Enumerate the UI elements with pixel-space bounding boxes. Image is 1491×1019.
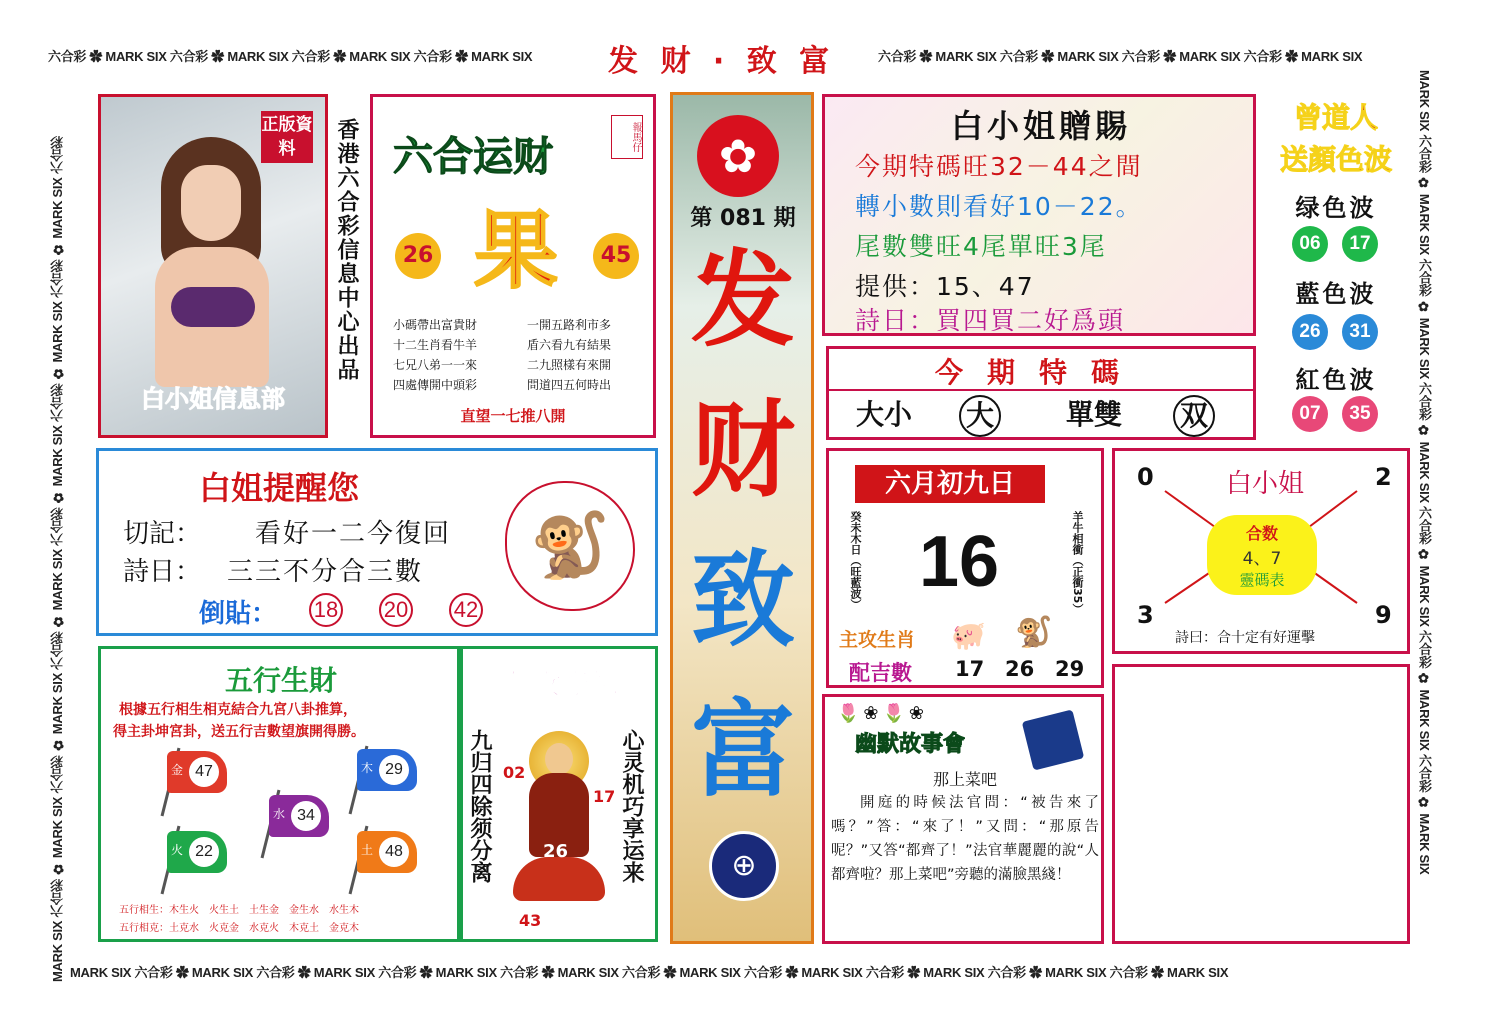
- lingma-poem: 詩曰：合十定有好運擊: [1175, 630, 1315, 646]
- flag-fire: [167, 831, 227, 873]
- story-subtitle: 那上菜吧: [932, 770, 997, 789]
- bai-line-2: 轉小數則看好10－22。: [855, 192, 1143, 221]
- size-value: 大: [959, 395, 1001, 437]
- monkey-icon: 🐒: [1015, 615, 1053, 650]
- hk-flag-emblem: ✿: [697, 115, 779, 197]
- fortune-title: 六合运财: [393, 134, 553, 180]
- special-divider: [829, 389, 1253, 391]
- flag-metal: [167, 751, 227, 793]
- center-nums: 4、7: [1242, 549, 1282, 569]
- bai-line-4: 提供：15、47: [855, 272, 1035, 301]
- corner-br: 9: [1375, 601, 1392, 629]
- border-left: MARK SIX 六合彩 ✿ MARK SIX 六合彩 ✿ MARK SIX 六合彩 ✿ MARK SIX 六合彩 ✿ MARK SIX 六合彩 ✿ MARK SIX 六合彩 ✿ MARK SIX 六合彩: [50, 136, 65, 982]
- center-column: [670, 92, 814, 944]
- special-title: 今期特碼: [934, 356, 1143, 389]
- flag-number: 34: [291, 801, 321, 831]
- top-title: 发 财 · 致 富: [608, 44, 836, 79]
- border-bottom: MARK SIX 六合彩 ✿ MARK SIX 六合彩 ✿ MARK SIX 六合彩 ✿ MARK SIX 六合彩 ✿ MARK SIX 六合彩 ✿ MARK SIX 六合彩 ✿ MARK SIX 六合彩 ✿ MARK SIX 六合彩 ✿ MARK SIX 六合彩 ✿ MARK SIX: [70, 965, 1229, 980]
- lucky-num-3: 29: [1055, 657, 1085, 681]
- right-star-number: 45: [593, 233, 639, 279]
- lucky-num-2: 26: [1005, 657, 1035, 681]
- stick-label: 倒貼：: [199, 599, 278, 629]
- photo-panel: [98, 94, 328, 438]
- story-title: 幽默故事會: [855, 732, 966, 757]
- story-body: 開庭的時候法官問：“被告來了嗎？”答：“來了！”又問：“那原告呢？”又答“都齊了！”法官華麗麗的說“人都齊啦？那上菜吧”旁聽的滿臉黑綫！: [831, 795, 1099, 883]
- calendar-panel: [826, 448, 1104, 688]
- center-sub: 靈碼表: [1239, 571, 1285, 589]
- center-char-1: 发: [690, 239, 795, 361]
- badge: 正版資料: [261, 111, 313, 163]
- buddha-head: [545, 743, 573, 775]
- bai-panel: [822, 94, 1256, 336]
- model-top: [171, 287, 255, 327]
- fairy-num-4: 43: [519, 911, 542, 930]
- left-star-number: 26: [395, 233, 441, 279]
- poem-right-line: 二九照樣有來開: [527, 358, 612, 372]
- stick-num-2: 20: [379, 593, 413, 627]
- stick-num-1: 18: [309, 593, 343, 627]
- flowers-icon: 🌷❀🌷❀: [837, 703, 928, 724]
- poem-left-line: 十二生肖看牛羊: [393, 338, 478, 352]
- giver-title-1: 曾道人: [1293, 101, 1378, 134]
- center-title: 合数: [1245, 524, 1278, 543]
- wuxing-desc-2: 得主卦坤宮卦，送五行吉數望旗開得勝。: [113, 724, 365, 740]
- parity-label: 單雙: [1065, 398, 1122, 431]
- issue-number: 第 081 期: [690, 206, 796, 231]
- poem-right-line: 盾六看九有結果: [527, 338, 612, 352]
- corner-tr: 2: [1375, 463, 1392, 491]
- giver-panel: [1262, 92, 1410, 438]
- photo-vertical-text: 香港六合彩信息中心出品: [334, 118, 359, 382]
- buddha-figure-icon: [513, 731, 605, 901]
- wuxing-sheng: 五行相生：木生火 火生土 土生金 金生水 水生木: [119, 905, 359, 916]
- bai-title: 白小姐贈賜: [950, 107, 1131, 145]
- calendar-date: 六月初九日: [855, 465, 1045, 503]
- border-top-left: 六合彩 ✿ MARK SIX 六合彩 ✿ MARK SIX 六合彩 ✿ MARK SIX 六合彩 ✿ MARK SIX: [48, 49, 533, 64]
- fairy-num-2: 17: [593, 787, 616, 806]
- lingma-title: 白小姐: [1225, 469, 1304, 499]
- stamp: 報馬仔: [611, 115, 643, 159]
- fortune-panel: [370, 94, 656, 438]
- lucky-label: 配吉數: [849, 661, 912, 685]
- center-char-3: 致: [690, 539, 795, 661]
- book-icon: [1022, 709, 1085, 770]
- wuxing-panel: [98, 646, 460, 942]
- wuxing-title: 五行生財: [224, 664, 337, 697]
- zodiac-label: 主攻生肖: [839, 629, 916, 651]
- fortune-footer: 直望一七推八開: [460, 407, 566, 425]
- flag-element: 水: [273, 807, 286, 821]
- green-label: 绿色波: [1295, 194, 1377, 222]
- empty-panel: [1112, 664, 1410, 944]
- story-panel: [822, 694, 1104, 944]
- red-ball-2: 35: [1342, 396, 1378, 432]
- remind-line2-label: 詩日：: [123, 557, 202, 587]
- pig-icon: 🐖: [951, 619, 986, 652]
- fairy-title: 仙女奇緣: [505, 668, 618, 701]
- fairy-left-vert: 九归四除须分离: [467, 729, 492, 883]
- remind-title: 白姐提醒您: [199, 469, 360, 507]
- remind-panel: [96, 448, 658, 636]
- fairy-panel: [460, 646, 658, 942]
- green-ball-2: 17: [1342, 226, 1378, 262]
- flag-wood: [357, 749, 417, 791]
- wuxing-ke: 五行相克：土克水 火克金 水克火 木克土 金克木: [119, 923, 359, 934]
- model-photo: [141, 137, 281, 387]
- corner-bl: 3: [1137, 601, 1154, 629]
- model-face: [181, 165, 241, 241]
- fairy-num-1: 02: [503, 763, 526, 782]
- blue-label: 藍色波: [1295, 280, 1377, 308]
- flag-element: 火: [171, 843, 184, 857]
- bai-line-3: 尾數雙旺4尾單旺3尾: [855, 232, 1107, 261]
- hkjc-logo-icon: ⊕: [709, 831, 779, 901]
- poem-left-line: 四處傳開中頭彩: [393, 378, 478, 392]
- fairy-num-3: 26: [543, 841, 569, 862]
- red-label: 紅色波: [1295, 366, 1377, 394]
- flag-number: 29: [379, 755, 409, 785]
- center-char-2: 财: [690, 389, 795, 511]
- flag-earth: [357, 831, 417, 873]
- stick-num-3: 42: [449, 593, 483, 627]
- corner-tl: 0: [1137, 463, 1154, 491]
- poem-left: [393, 315, 513, 405]
- calendar-left-vert: 癸未木日（旺藍波）: [849, 511, 862, 610]
- poem-right: [527, 315, 647, 405]
- flag-element: 金: [171, 763, 184, 777]
- flag-number: 47: [189, 757, 219, 787]
- calendar-day: 16: [918, 522, 1000, 602]
- special-panel: [826, 346, 1256, 440]
- lotus-base: [513, 857, 605, 901]
- remind-line1-label: 切記：: [123, 519, 202, 549]
- wuxing-desc-1: 根據五行相生相克結合九宮八卦推算，: [119, 702, 357, 718]
- border-right: MARK SIX 六合彩 ✿ MARK SIX 六合彩 ✿ MARK SIX 六合彩 ✿ MARK SIX 六合彩 ✿ MARK SIX 六合彩 ✿ MARK SIX 六合彩 ✿ MARK SIX: [1417, 70, 1432, 875]
- green-ball-1: 06: [1292, 226, 1328, 262]
- poem-left-line: 小碼帶出富貴財: [393, 318, 478, 332]
- bai-line-1: 今期特碼旺32－44之間: [855, 152, 1143, 181]
- red-ball-1: 07: [1292, 396, 1328, 432]
- remind-line1-text: 看好一二今復回: [255, 519, 452, 549]
- flag-water: [269, 795, 329, 837]
- monkey-flower-icon: 🐒: [505, 481, 635, 611]
- blue-ball-2: 31: [1342, 314, 1378, 350]
- flag-number: 22: [189, 837, 219, 867]
- lingma-panel: [1112, 448, 1410, 654]
- fairy-right-vert: 心灵机巧享运来: [619, 729, 644, 883]
- flag-number: 48: [379, 837, 409, 867]
- calendar-right-vert: 羊牛相衝（正衝35）: [1071, 511, 1084, 615]
- photo-caption: 白小姐信息部: [141, 385, 285, 413]
- lucky-num-1: 17: [955, 657, 985, 681]
- bai-line-5: 詩日：買四買二好爲頭: [855, 306, 1126, 335]
- center-char-4: 富: [690, 689, 795, 811]
- blue-ball-1: 26: [1292, 314, 1328, 350]
- main-char: 果: [473, 202, 558, 300]
- size-label: 大小: [855, 398, 912, 431]
- poem-right-line: 一開五路利市多: [527, 318, 612, 332]
- poem-right-line: 問道四五何時出: [527, 378, 612, 392]
- flag-element: 木: [361, 761, 374, 775]
- flag-element: 土: [361, 843, 374, 857]
- border-top-right: 六合彩 ✿ MARK SIX 六合彩 ✿ MARK SIX 六合彩 ✿ MARK SIX 六合彩 ✿ MARK SIX: [878, 49, 1363, 64]
- lingma-center: [1207, 515, 1317, 595]
- giver-title-2: 送顏色波: [1279, 143, 1392, 176]
- poem-left-line: 七兄八弟一一來: [393, 358, 478, 372]
- parity-value: 双: [1173, 395, 1215, 437]
- remind-line2-text: 三三不分合三數: [227, 557, 424, 587]
